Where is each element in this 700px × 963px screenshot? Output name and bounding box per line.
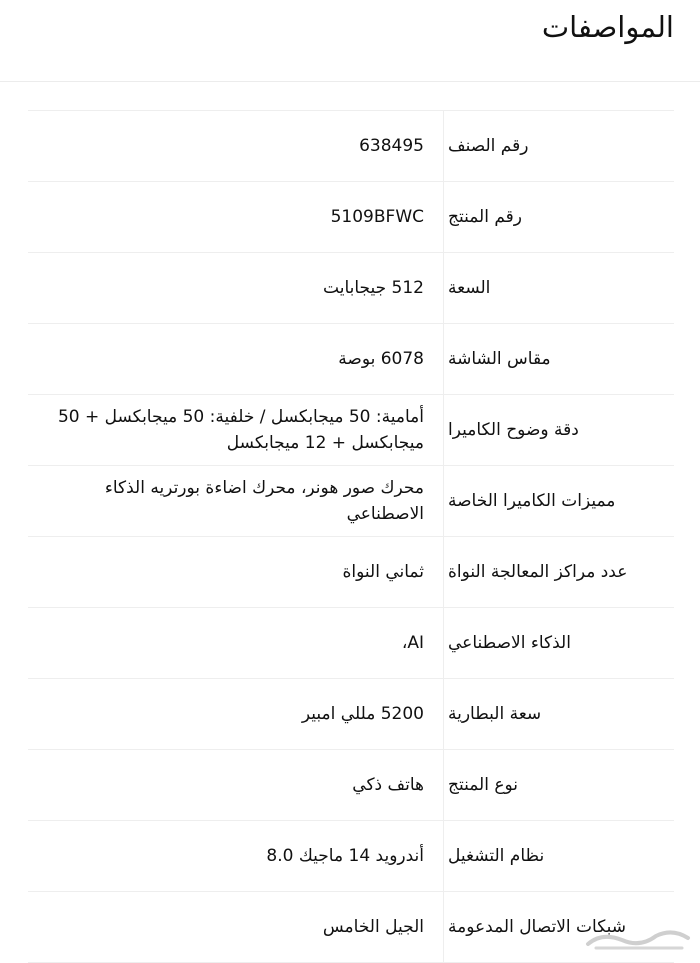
spec-row-screen-size (28, 324, 674, 395)
spec-value: 5200 مللي امبير (301, 704, 424, 724)
column-divider (443, 111, 444, 181)
spec-label: مقاس الشاشة (448, 349, 551, 369)
spec-row-networks (28, 892, 674, 963)
column-divider (443, 608, 444, 678)
spec-label: عدد مراكز المعالجة النواة (448, 562, 628, 582)
page-title: المواصفات (541, 10, 674, 44)
column-divider (443, 324, 444, 394)
spec-label: الذكاء الاصطناعي (448, 633, 571, 653)
column-divider (443, 395, 444, 465)
column-divider (443, 253, 444, 323)
spec-value: 6078 بوصة (338, 349, 424, 369)
column-divider (443, 892, 444, 962)
spec-row-os (28, 821, 674, 892)
spec-value: 5109BFWC (330, 207, 424, 227)
spec-row-product-type (28, 750, 674, 821)
spec-label: السعة (448, 278, 491, 298)
spec-value: الجيل الخامس (322, 917, 424, 937)
spec-label: رقم الصنف (448, 136, 529, 156)
spec-row-product-number (28, 182, 674, 253)
spec-label: سعة البطارية (448, 704, 542, 724)
spec-value: ثماني النواة (342, 562, 424, 582)
spec-row-capacity (28, 253, 674, 324)
spec-row-camera-features (28, 466, 674, 537)
spec-table (28, 110, 674, 963)
spec-row-processor-cores (28, 537, 674, 608)
spec-value: 638495 (359, 136, 424, 156)
spec-value: AI، (401, 633, 424, 653)
spec-value: هاتف ذكي (352, 775, 424, 795)
page-header (0, 0, 700, 82)
column-divider (443, 537, 444, 607)
spec-label: نوع المنتج (448, 775, 519, 795)
spec-value: 512 جيجابايت (323, 278, 424, 298)
spec-label: دقة وضوح الكاميرا (448, 420, 579, 440)
column-divider (443, 821, 444, 891)
spec-value: أمامية: 50 ميجابكسل / خلفية: 50 ميجابكسل + 50 ميجابكسل + 12 ميجابكسل (57, 407, 424, 453)
spec-row-camera-resolution (28, 395, 674, 466)
haraj-logo-icon (582, 926, 694, 952)
spec-row-item-number (28, 111, 674, 182)
spec-row-battery (28, 679, 674, 750)
spec-value: محرك صور هونر، محرك اضاءة بورتريه الذكاء الاصطناعي (104, 478, 424, 524)
spec-row-ai (28, 608, 674, 679)
column-divider (443, 679, 444, 749)
spec-label: مميزات الكاميرا الخاصة (448, 491, 616, 511)
spec-label: نظام التشغيل (448, 846, 545, 866)
spec-value: أندرويد 14 ماجيك 8.0 (266, 846, 424, 866)
spec-label: شبكات الاتصال المدعومة (448, 917, 626, 937)
spec-label: رقم المنتج (448, 207, 523, 227)
column-divider (443, 750, 444, 820)
column-divider (443, 466, 444, 536)
column-divider (443, 182, 444, 252)
